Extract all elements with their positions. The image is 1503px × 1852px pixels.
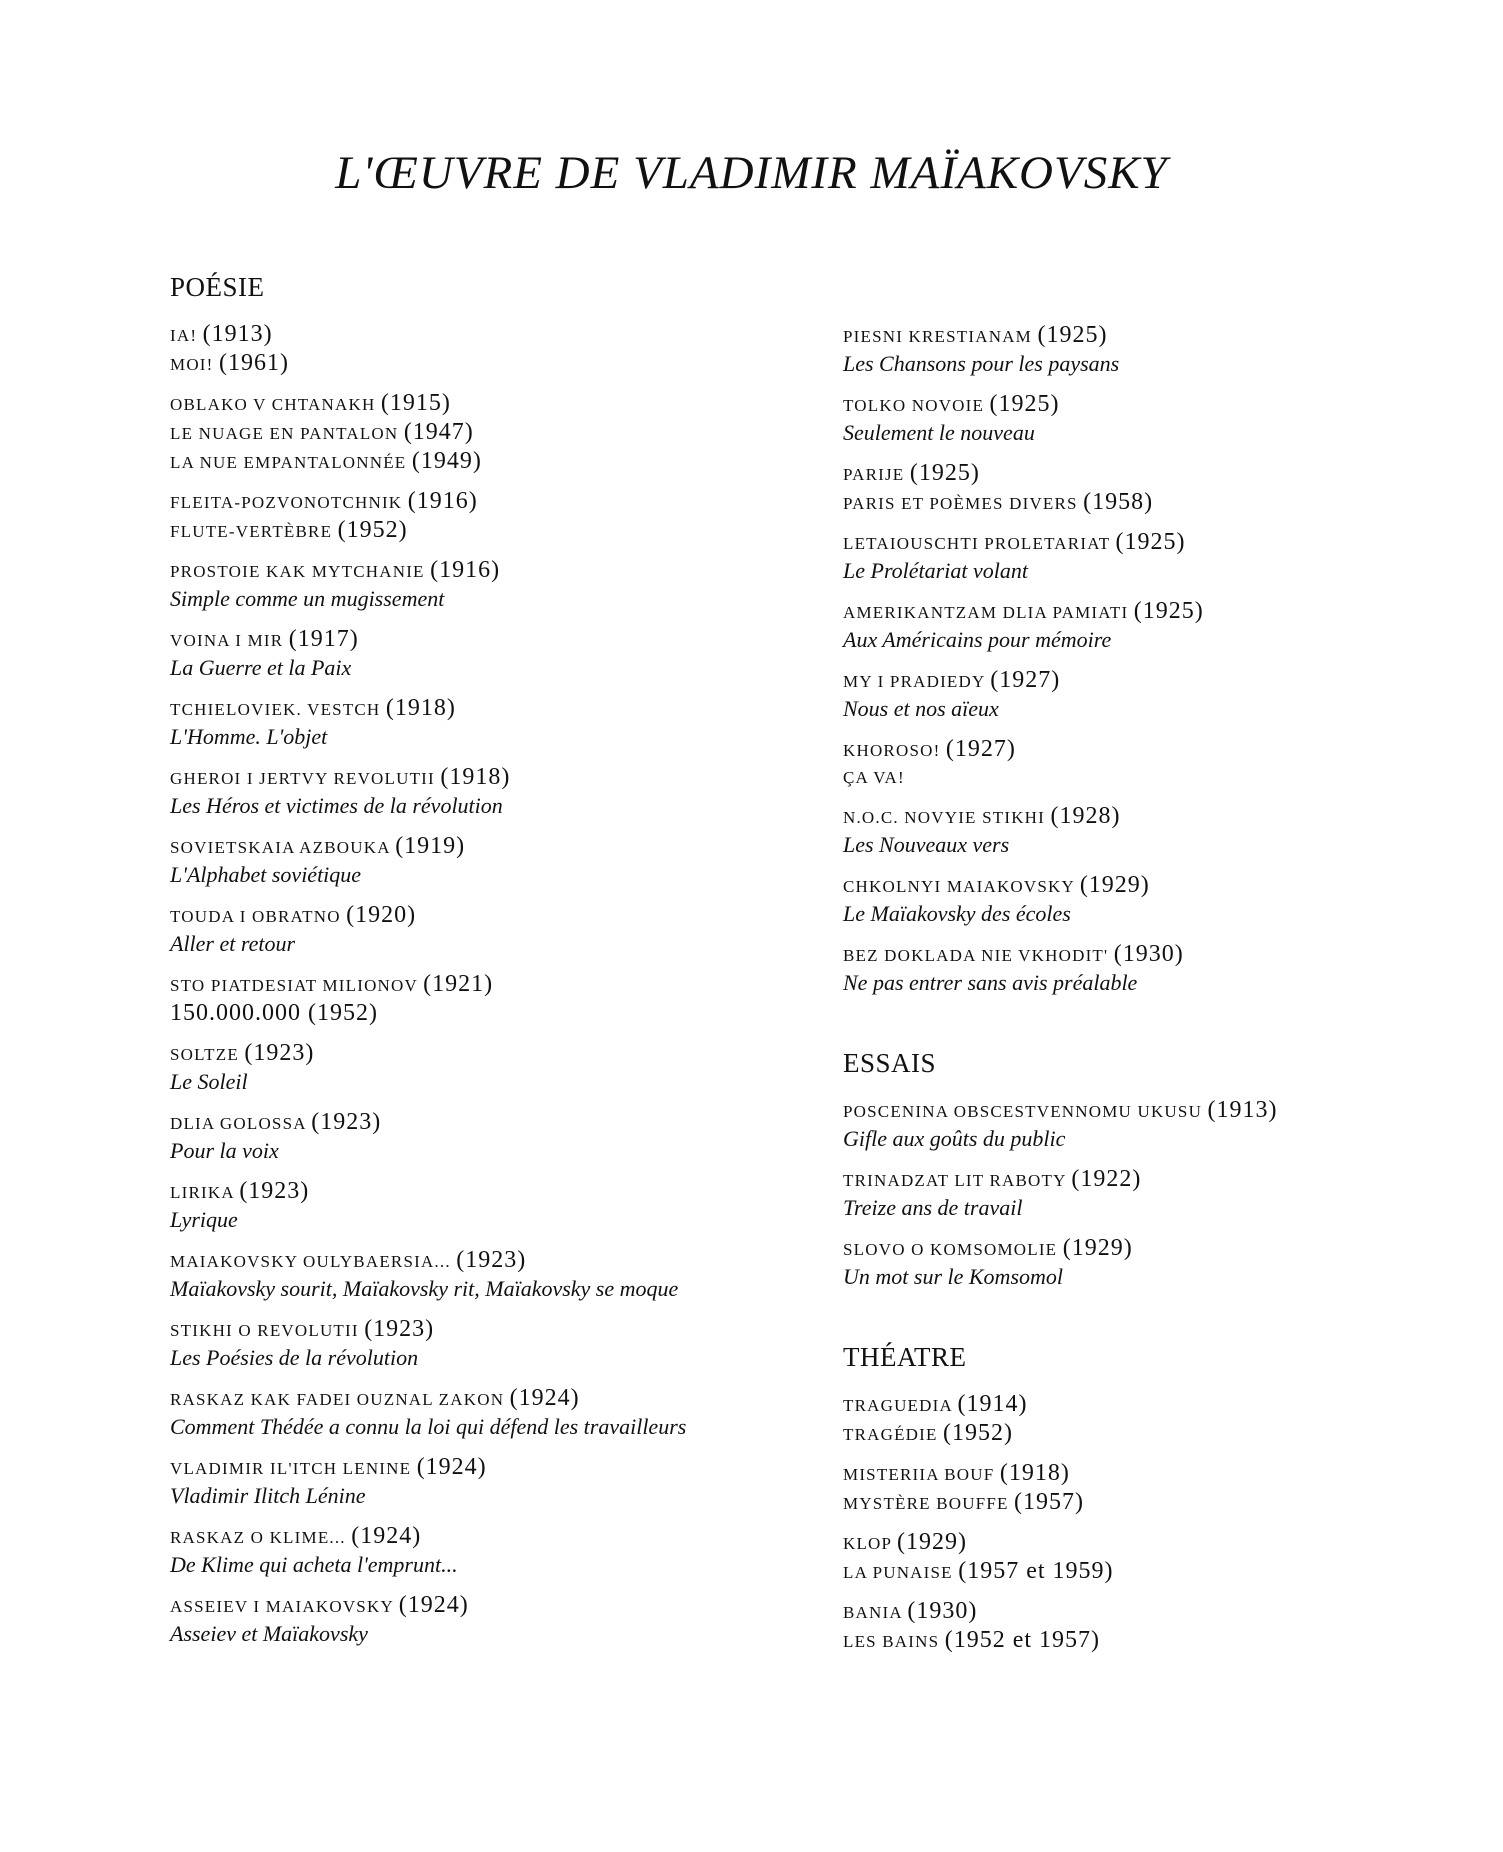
entry-line — [170, 902, 790, 931]
bibliography-entry — [170, 1523, 790, 1581]
publication-year: (1930) — [1113, 941, 1184, 967]
russian-title: N.O.C. NOVYIE STIKHI — [843, 808, 1051, 827]
bibliography-entry — [170, 1316, 790, 1374]
publication-year: (1923) — [311, 1109, 382, 1135]
bibliography-entry — [170, 321, 790, 379]
publication-year: (1957 et 1959) — [958, 1558, 1114, 1584]
entry-line — [170, 931, 790, 960]
french-title: Seulement le nouveau — [843, 420, 1035, 445]
russian-title: LA PUNAISE — [843, 1563, 959, 1582]
russian-title: TCHIELOVIEK. VESTCH — [170, 700, 386, 719]
entry-line — [170, 350, 790, 379]
russian-title: SLOVO O KOMSOMOLIE — [843, 1240, 1063, 1259]
bibliography-entry — [843, 803, 1363, 861]
bibliography-entry — [170, 390, 790, 477]
right-column — [843, 322, 1363, 1667]
publication-year: (1918) — [999, 1460, 1070, 1486]
entry-line — [843, 832, 1363, 861]
entry-line — [843, 529, 1363, 558]
publication-year: (1929) — [1079, 872, 1150, 898]
russian-title: MAIAKOVSKY OULYBAERSIA... — [170, 1252, 457, 1271]
publication-year: (1923) — [364, 1316, 435, 1342]
bibliography-entry — [843, 1166, 1363, 1224]
publication-year: (1949) — [411, 448, 482, 474]
entry-line — [170, 1109, 790, 1138]
russian-title: POSCENINA OBSCESTVENNOMU UKUSU — [843, 1102, 1208, 1121]
entry-line — [843, 970, 1363, 999]
bibliography-entry — [843, 1235, 1363, 1293]
entry-line — [170, 557, 790, 586]
entry-line — [843, 460, 1363, 489]
entry-line — [843, 351, 1363, 380]
russian-title: KHOROSO! — [843, 741, 946, 760]
entry-line — [843, 941, 1363, 970]
entry-line — [170, 655, 790, 684]
french-title: Les Chansons pour les paysans — [843, 351, 1120, 376]
french-title: Le Prolétariat volant — [843, 558, 1028, 583]
bibliography-entry — [170, 1454, 790, 1512]
russian-title: LES BAINS — [843, 1632, 945, 1651]
russian-title: FLUTE-VERTÈBRE — [170, 522, 338, 541]
publication-year: (1929) — [1062, 1235, 1133, 1261]
publication-year: (1925) — [909, 460, 980, 486]
entry-line — [843, 1558, 1363, 1587]
entry-line — [843, 1126, 1363, 1155]
entry-line — [170, 862, 790, 891]
french-title: Aller et retour — [170, 931, 296, 956]
entry-line — [843, 1097, 1363, 1126]
russian-title: BEZ DOKLADA NIE VKHODIT' — [843, 946, 1114, 965]
publication-year: (1918) — [385, 695, 456, 721]
publication-year: (1916) — [407, 488, 478, 514]
entry-line — [170, 971, 790, 1000]
publication-year: (1961) — [218, 350, 289, 376]
french-title: Aux Américains pour mémoire — [843, 627, 1112, 652]
russian-title: LETAIOUSCHTI PROLETARIAT — [843, 534, 1116, 553]
entry-line — [843, 322, 1363, 351]
bibliography-entry — [170, 1385, 790, 1443]
russian-title: MOI! — [170, 355, 219, 374]
entry-line — [843, 489, 1363, 518]
publication-year: (1923) — [244, 1040, 315, 1066]
entry-line — [170, 1316, 790, 1345]
bibliography-entry — [843, 322, 1363, 380]
entry-line — [170, 1138, 790, 1167]
bibliography-entry — [170, 488, 790, 546]
entry-line — [843, 1627, 1363, 1656]
russian-title: TRAGÉDIE — [843, 1425, 944, 1444]
entry-line — [843, 765, 1363, 792]
publication-year: (1913) — [1207, 1097, 1278, 1123]
publication-year: (1928) — [1050, 803, 1121, 829]
entry-line — [843, 420, 1363, 449]
bibliography-entry — [170, 1040, 790, 1098]
russian-title: VLADIMIR IL'ITCH LENINE — [170, 1459, 417, 1478]
russian-title: TOLKO NOVOIE — [843, 396, 990, 415]
bibliography-entry — [170, 1109, 790, 1167]
bibliography-entry — [843, 529, 1363, 587]
french-title: Ne pas entrer sans avis préalable — [843, 970, 1138, 995]
bibliography-entry — [843, 1529, 1363, 1587]
entry-line — [170, 1454, 790, 1483]
french-title: Gifle aux goûts du public — [843, 1126, 1066, 1151]
bibliography-entry — [170, 626, 790, 684]
publication-year: (1929) — [897, 1529, 967, 1555]
bibliography-entry — [843, 391, 1363, 449]
publication-year: (1919) — [395, 833, 466, 859]
russian-title: PIESNI KRESTIANAM — [843, 327, 1038, 346]
bibliography-entry — [843, 872, 1363, 930]
french-title: De Klime qui acheta l'emprunt... — [170, 1552, 458, 1577]
entry-line — [170, 1621, 790, 1650]
publication-year: (1957) — [1014, 1489, 1085, 1515]
french-title: Le Maïakovsky des écoles — [843, 901, 1071, 926]
french-title: L'Alphabet soviétique — [170, 862, 362, 887]
russian-title: ASSEIEV I MAIAKOVSKY — [170, 1597, 399, 1616]
bibliography-entry — [843, 736, 1363, 792]
russian-title: AMERIKANTZAM DLIA PAMIATI — [843, 603, 1134, 622]
publication-year: (1916) — [430, 557, 501, 583]
bibliography-entry — [170, 1178, 790, 1236]
publication-year: (1927) — [945, 736, 1016, 762]
entry-line — [843, 1529, 1363, 1558]
entry-line — [843, 1235, 1363, 1264]
russian-title: TRAGUEDIA — [843, 1396, 958, 1415]
bibliography-entry — [170, 695, 790, 753]
bibliography-entry — [170, 971, 790, 1029]
publication-year: (1930) — [907, 1598, 978, 1624]
french-title: Simple comme un mugissement — [170, 586, 445, 611]
entry-line — [843, 1489, 1363, 1518]
entry-line — [170, 1247, 790, 1276]
russian-title: RASKAZ KAK FADEI OUZNAL ZAKON — [170, 1390, 510, 1409]
publication-year: (1918) — [440, 764, 511, 790]
entry-line — [843, 391, 1363, 420]
french-title: Les Poésies de la révolution — [170, 1345, 419, 1370]
entry-line — [843, 1598, 1363, 1627]
bibliography-entry — [843, 1391, 1363, 1449]
entry-line — [170, 448, 790, 477]
left-column — [170, 272, 790, 1661]
french-title: La Guerre et la Paix — [170, 655, 352, 680]
entry-line — [170, 1385, 790, 1414]
french-title: Maïakovsky sourit, Maïakovsky rit, Maïakovsky se moque — [170, 1276, 679, 1301]
bibliography-entry — [843, 1598, 1363, 1656]
french-title: Vladimir Ilitch Lénine — [170, 1483, 366, 1508]
entry-line — [170, 517, 790, 546]
russian-title: PARIJE — [843, 465, 910, 484]
publication-year: (1952 et 1957) — [944, 1627, 1101, 1653]
french-title: Pour la voix — [170, 1138, 279, 1163]
french-title: Treize ans de travail — [843, 1195, 1023, 1220]
entry-line — [170, 1040, 790, 1069]
entry-line — [170, 321, 790, 350]
entry-line — [843, 803, 1363, 832]
entry-line — [843, 1391, 1363, 1420]
french-title: Le Soleil — [170, 1069, 248, 1094]
entry-line — [170, 1523, 790, 1552]
entry-line — [170, 1276, 790, 1305]
russian-title: GHEROI I JERTVY REVOLUTII — [170, 769, 441, 788]
russian-title: OBLAKO V CHTANAKH — [170, 395, 381, 414]
entry-line — [170, 1069, 790, 1098]
entry-line — [843, 696, 1363, 725]
russian-title: VOINA I MIR — [170, 631, 289, 650]
entry-line — [843, 1460, 1363, 1489]
french-title: Les Nouveaux vers — [843, 832, 1010, 857]
entry-line — [170, 626, 790, 655]
russian-title: CHKOLNYI MAIAKOVSKY — [843, 877, 1080, 896]
entry-line — [843, 901, 1363, 930]
bibliography-entry — [843, 1097, 1363, 1155]
entry-line — [170, 488, 790, 517]
russian-title: SOLTZE — [170, 1045, 245, 1064]
page-title: L'ŒUVRE DE VLADIMIR MAÏAKOVSKY — [335, 147, 1168, 199]
publication-year: 150.000.000 (1952) — [170, 1000, 378, 1026]
bibliography-entry — [170, 764, 790, 822]
bibliography-entry — [843, 598, 1363, 656]
publication-year: (1947) — [403, 419, 474, 445]
entry-line — [170, 695, 790, 724]
bibliography-entry — [170, 902, 790, 960]
entry-line — [170, 1000, 790, 1029]
entry-line — [170, 586, 790, 615]
bibliography-entry — [843, 1460, 1363, 1518]
french-title: Nous et nos aïeux — [843, 696, 999, 721]
entry-line — [843, 1166, 1363, 1195]
entry-line — [843, 627, 1363, 656]
bibliography-entry — [170, 1592, 790, 1650]
entry-line — [170, 793, 790, 822]
russian-title: RASKAZ O KLIME... — [170, 1528, 352, 1547]
french-title: Asseiev et Maïakovsky — [170, 1621, 368, 1646]
publication-year: (1924) — [416, 1454, 487, 1480]
publication-year: (1927) — [990, 667, 1061, 693]
section-heading-poesie: POÉSIE — [170, 272, 265, 302]
bibliography-entry — [170, 833, 790, 891]
russian-title: IA! — [170, 326, 203, 345]
entry-line — [170, 1552, 790, 1581]
entry-line — [170, 1414, 790, 1443]
publication-year: (1958) — [1083, 489, 1154, 515]
russian-title: PARIS ET POÈMES DIVERS — [843, 494, 1084, 513]
russian-title: STO PIATDESIAT MILIONOV — [170, 976, 424, 995]
section-heading-theatre: THÉATRE — [843, 1342, 967, 1372]
publication-year: (1924) — [509, 1385, 580, 1411]
publication-year: (1924) — [398, 1592, 469, 1618]
russian-title: STIKHI O REVOLUTII — [170, 1321, 365, 1340]
bibliography-entry — [843, 667, 1363, 725]
publication-year: (1913) — [202, 321, 273, 347]
entry-line — [170, 1483, 790, 1512]
publication-year: (1917) — [288, 626, 359, 652]
bibliography-entry — [843, 941, 1363, 999]
section-heading-essais: ESSAIS — [843, 1048, 937, 1078]
entry-line — [843, 1264, 1363, 1293]
entry-line — [843, 667, 1363, 696]
entry-line — [843, 872, 1363, 901]
french-title: Comment Thédée a connu la loi qui défend les travailleurs — [170, 1414, 687, 1439]
entry-line — [170, 1207, 790, 1236]
entry-line — [170, 1178, 790, 1207]
publication-year: (1952) — [943, 1420, 1014, 1446]
entry-line — [843, 598, 1363, 627]
publication-year: (1922) — [1071, 1166, 1142, 1192]
russian-title: TRINADZAT LIT RABOTY — [843, 1171, 1072, 1190]
publication-year: (1925) — [1037, 322, 1108, 348]
entry-line — [843, 1195, 1363, 1224]
publication-year: (1923) — [239, 1178, 310, 1204]
poesie-left-list — [170, 321, 790, 1650]
publication-year: (1923) — [456, 1247, 527, 1273]
entry-line — [170, 1592, 790, 1621]
publication-year: (1924) — [351, 1523, 422, 1549]
russian-title: SOVIETSKAIA AZBOUKA — [170, 838, 396, 857]
entry-line — [170, 724, 790, 753]
bibliography-entry — [170, 1247, 790, 1305]
russian-title: LA NUE EMPANTALONNÉE — [170, 453, 412, 472]
publication-year: (1914) — [957, 1391, 1028, 1417]
russian-title: DLIA GOLOSSA — [170, 1114, 312, 1133]
poesie-right-list — [843, 322, 1363, 999]
french-title: Un mot sur le Komsomol — [843, 1264, 1064, 1289]
russian-title: TOUDA I OBRATNO — [170, 907, 347, 926]
french-title: L'Homme. L'objet — [170, 724, 328, 749]
russian-title: MISTERIIA BOUF — [843, 1465, 1000, 1484]
russian-title: LIRIKA — [170, 1183, 240, 1202]
entry-line — [170, 390, 790, 419]
russian-title: LE NUAGE EN PANTALON — [170, 424, 404, 443]
entry-line — [170, 1345, 790, 1374]
publication-year: (1925) — [1133, 598, 1204, 624]
entry-line — [170, 419, 790, 448]
entry-line — [170, 764, 790, 793]
entry-line — [843, 736, 1363, 765]
bibliography-entry — [843, 460, 1363, 518]
russian-title: ÇA VA! — [843, 768, 905, 787]
russian-title: KLOP — [843, 1534, 898, 1553]
french-title: Les Héros et victimes de la révolution — [170, 793, 503, 818]
russian-title: MY I PRADIEDY — [843, 672, 991, 691]
russian-title: MYSTÈRE BOUFFE — [843, 1494, 1015, 1513]
french-title: Lyrique — [170, 1207, 238, 1232]
russian-title: FLEITA-POZVONOTCHNIK — [170, 493, 408, 512]
entry-line — [843, 1420, 1363, 1449]
bibliography-entry — [170, 557, 790, 615]
publication-year: (1925) — [1115, 529, 1186, 555]
publication-year: (1925) — [989, 391, 1060, 417]
russian-title: PROSTOIE KAK MYTCHANIE — [170, 562, 431, 581]
entry-line — [843, 558, 1363, 587]
essais-list — [843, 1097, 1363, 1293]
entry-line — [170, 833, 790, 862]
publication-year: (1915) — [380, 390, 451, 416]
publication-year: (1952) — [337, 517, 408, 543]
publication-year: (1921) — [423, 971, 494, 997]
publication-year: (1920) — [346, 902, 417, 928]
russian-title: BANIA — [843, 1603, 908, 1622]
theatre-list — [843, 1391, 1363, 1656]
